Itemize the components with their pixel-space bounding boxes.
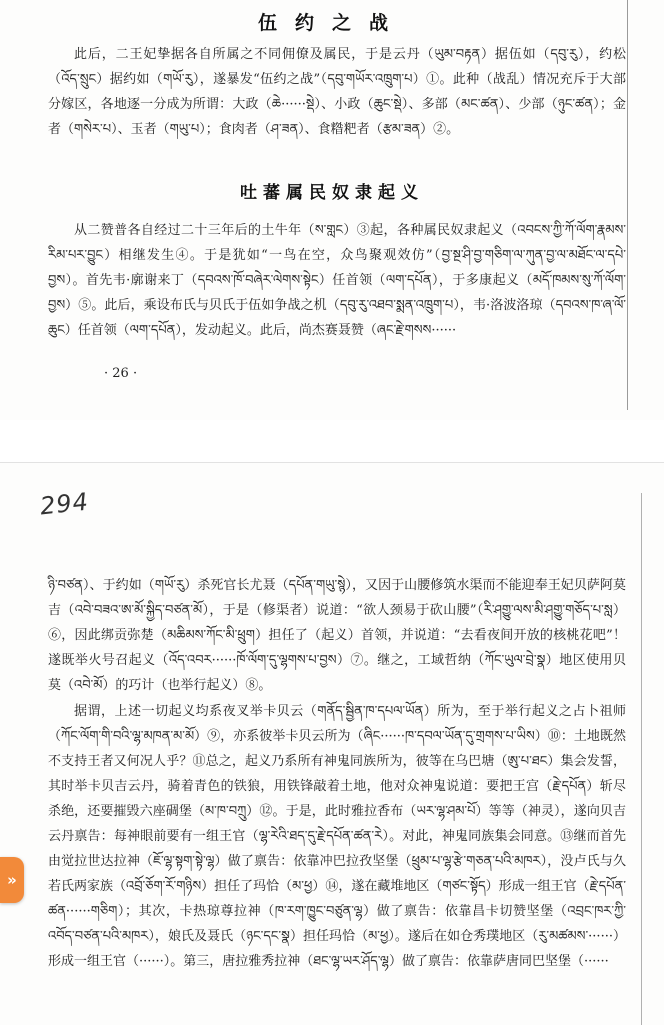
bottom-page — [0, 462, 664, 1025]
paragraph: 从二赞普各自经过二十三年后的土牛年（ས་གླང）③起，各种属民奴隶起义（འབངས་ཀྱི་ཀོ་ལོག་རྣམས་རིམ་པར་བྱུང）相继发生④。于是犹如“一鸟在空，众鸟聚观效仿”（བྱ་སྔ་ཤི་བྱ་གཅིག་ལ་ཀུན་བྱ་ལ་མཐོང་ལ་དཔེ་བྱས）。首先韦·廓谢来丁（དབའས་ཁོ་བཞེར་ལེགས་སྟེང）任首领（ལག་དཔོན），于多康起义（མདོ་ཁམས་སུ་ཀོ་ལོག་བྱས）⑤。此后，乘设布氏与贝氏于伍如争战之机（དབུ་རུ་འཐབ་སྨན་འཁྲུག་པ），韦·洛波洛琼（དབའས་ཁ་ཞ་ལོ་ཆུང）任首领（ལག་དཔོན），发动起义。此后，尚杰赛聂赞（ཞང་རྗེ་གསས······ — [48, 223, 626, 338]
paragraph: ཉི་བཙན）、于约如（གཡོ་རུ）杀死官长尤聂（དཔོན་གཡུ་སྙེ），又因于山腰修筑水渠而不能迎奉王妃贝萨阿莫吉（འབེ་བཟའ་ཨ་མོ་སྐྱིད་བཙན་མོ），于是（修渠者）说道：“欲人颈易于砍山腰”（རི་ཤགྱུ་ལས་མི་ཤགྱུ་གཅོད་པ་སླ）⑥，因此绑贡弥楚（མཆིམས་ཀོང་མི་ཕྲུག）担任了（起义）首领，并说道：“去看夜间开放的核桃花吧”！遂既举火号召起义（འོད་འབར······ཁོ་ལོག་དུ་ལྷགས་པ་བྱས）⑦。继之，工域哲纳（ཀོང་ཡུལ་བྲེ་སྣ）地区使用贝莫（འབེ་མོ）的巧计（也举行起义）⑧。 — [48, 578, 626, 693]
page-edge-line — [641, 493, 642, 1025]
handwritten-page-note: 294 — [38, 487, 91, 521]
top-page — [0, 0, 664, 420]
section-title: 吐蕃属民奴隶起义 — [240, 183, 424, 203]
expand-sidebar-button[interactable] — [0, 857, 24, 903]
page-edge-line — [627, 0, 628, 410]
double-chevron-right-icon: » — [7, 871, 17, 889]
paragraph: 此后，二王妃挚据各自所属之不同佣僚及属民，于是云丹（ཡུམ་བརྟན）据伍如（དབུ་རུ），约松（འོད་སྲུང）据约如（གཡོ་རུ），遂暴发“伍约之战”（དབུ་གཡོར་འཁྲུག་པ）①。此种（战乱）情况充斥于大部分嫁区，各地逐一分成为所谓：大政（ཆེ······སྡེ）、小政（ཆུང་སྡེ）、多部（མང་ཚན）、少部（ཉུང་ཚན）；金者（གསེར་པ）、玉者（གཡུ་པ）；食肉者（ཤ་ཟན）、食糌粑者（རྩམ་ཟན）②。 — [48, 47, 626, 137]
chapter-title: 伍约之战 — [257, 12, 406, 34]
page-gap — [0, 420, 664, 462]
page-number: · 26 · — [104, 366, 138, 381]
paragraph: 据谓，上述一切起义均系夜叉举卡贝云（གནོད་སྦྱིན་ཁ་དཔལ་ཡོན）所为，至于举行起义之占卜祖师（ཀོང་ལོག་གི་བའི་ལྷ་མཁན་མ་མོ）⑨，亦系彼举卡贝云所为（ཞིང······ཁ་དབལ་ཡོན་དུ་གྲགས་པ་ཡིས）⑩：土地既然不支持王者又何况人乎？⑪总之，起义乃系所有神鬼同族所为，彼等在乌巴塘（ཨུ་པ་ཐང）集会发誓，其时举卡贝吉云丹，骑着青色的铁狼，用铁锋敲着土地，他对众神鬼说道：要把王宫（རྗེ་དཔོན）斩尽杀绝，还要摧毁六座碉堡（མ་ཁ་བཀྲུ）⑫。于是，此时雅拉香布（ཡར་ལྷ་ཤམ་པོ）等等（神灵），遂向贝吉云丹禀告：每神眼前要有一组王官（ལྷ་རེའི་ཐད་དུ་རྗེ་དཔོན་ཚན་རེ）。对此，神鬼同族集会同意。⑬继而首先由觉拉世达拉神（ཇོ་ལྷ་སྟག་སྟེ་ལྷ）做了禀告：依靠冲巴拉孜坚堡（ཕྲུམ་པ་ལྷ་རྩེ་གཅན་པའི་མཁར），没卢氏与久若氏两家族（འབྲོ་ཅོག་རོ་གཉིས）担任了玛恰（མ་ཕྱ）⑭，遂在藏堆地区（གཙང་སྟོད）形成一组王官（རྗེ་དཔོན་ཚན······གཅིག）；其次，卡热琼尊拉神（ཁ་རག་ཁྱུང་བཙུན་ལྷ）做了禀告：依靠昌卡切赞坚堡（འབྲང་ཁར་ཀྱི་འབོད་བཙན་པའི་མཁར），娘氏及聂氏（ཉང་དང་སྣ）担任玛恰（མ་ཕྱ）。遂后在如仓秀璞地区（རུ་མཚམས་······）形成一组王官（······）。第三，唐拉雅秀拉神（ཐང་ལྷ་ཡར་ཤོད་ལྷ）做了禀告：依靠萨唐同巴坚堡（······ — [48, 704, 626, 969]
